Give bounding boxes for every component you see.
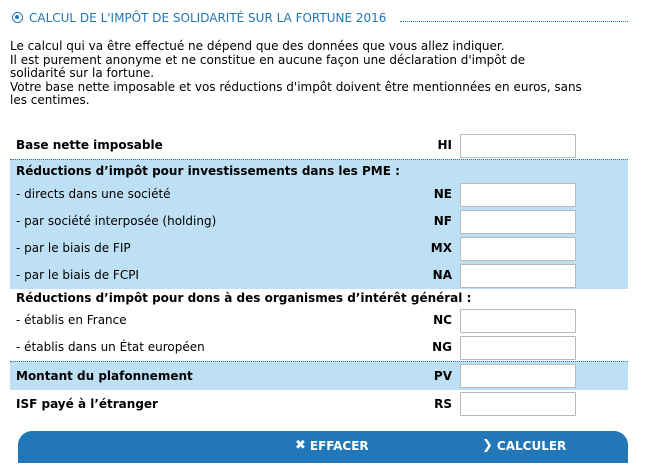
dons-europe-code: NG: [432, 340, 452, 354]
radio-bullet-icon: [12, 12, 23, 23]
pme-fcpi-input[interactable]: [460, 264, 576, 288]
row-dons-header: [10, 289, 628, 307]
row-pme-directs: [10, 181, 628, 208]
dons-header-label: Réductions d’impôt pour dons à des organismes d’intérêt général :: [16, 291, 472, 305]
intro-line: Il est purement anonyme et ne constitue en aucune façon une déclaration d'impôt de: [10, 52, 526, 67]
intro-line: Votre base nette imposable et vos réductions d'impôt doivent être mentionnées en euros, sans: [10, 79, 582, 94]
row-pme-fcpi: [10, 262, 628, 289]
close-icon: ✖: [295, 438, 306, 453]
pme-holding-label: - par société interposée (holding): [16, 214, 217, 228]
intro-text: [10, 40, 630, 108]
pme-directs-input[interactable]: [460, 183, 576, 207]
row-dons-france: [10, 307, 628, 334]
chevron-right-icon: ❯: [482, 438, 493, 453]
base-code: HI: [437, 138, 452, 152]
row-pme-fip: [10, 235, 628, 262]
effacer-button[interactable]: [295, 438, 369, 453]
plafonnement-label: Montant du plafonnement: [16, 369, 193, 383]
pme-header-label: Réductions d’impôt pour investissements dans les PME :: [16, 164, 400, 178]
isf-form: [10, 132, 628, 419]
action-bar: [18, 431, 628, 463]
isf-etranger-input[interactable]: [460, 392, 576, 416]
pme-fip-code: MX: [430, 241, 452, 255]
dons-france-code: NC: [433, 313, 452, 327]
plafonnement-code: PV: [433, 369, 452, 383]
section-header: [12, 10, 628, 26]
isf-etranger-code: RS: [434, 397, 452, 411]
row-plafonnement: [10, 361, 628, 390]
intro-line: les centimes.: [10, 93, 90, 108]
intro-line: Le calcul qui va être effectué ne dépend que des données que vous allez indiquer.: [10, 39, 505, 53]
pme-holding-code: NF: [433, 214, 452, 228]
pme-fip-input[interactable]: [460, 237, 576, 261]
calculer-label: CALCULER: [496, 438, 567, 453]
dons-france-label: - établis en France: [16, 313, 127, 327]
effacer-label: EFFACER: [309, 438, 369, 453]
pme-fip-label: - par le biais de FIP: [16, 241, 131, 255]
row-base-nette: [10, 132, 628, 159]
pme-holding-input[interactable]: [460, 210, 576, 234]
isf-etranger-label: ISF payé à l’étranger: [16, 397, 158, 411]
section-title: CALCUL DE L'IMPÔT DE SOLIDARITÉ SUR LA FORTUNE 2016: [29, 11, 387, 25]
row-pme-header: [10, 159, 628, 181]
pme-directs-label: - directs dans une société: [16, 187, 171, 201]
plafonnement-input[interactable]: [460, 364, 576, 388]
dons-france-input[interactable]: [460, 309, 576, 333]
pme-directs-code: NE: [433, 187, 452, 201]
intro-line: solidarité sur la fortune.: [10, 66, 155, 81]
base-label: Base nette imposable: [16, 138, 163, 152]
row-isf-etranger: [10, 390, 628, 419]
dons-europe-label: - établis dans un État européen: [16, 340, 205, 354]
pme-fcpi-code: NA: [432, 268, 452, 282]
dons-europe-input[interactable]: [460, 336, 576, 360]
pme-fcpi-label: - par le biais de FCPI: [16, 268, 139, 282]
row-pme-holding: [10, 208, 628, 235]
dotted-leader: [400, 21, 628, 22]
calculer-button[interactable]: [482, 438, 566, 453]
base-input[interactable]: [460, 134, 576, 158]
row-dons-europe: [10, 334, 628, 361]
